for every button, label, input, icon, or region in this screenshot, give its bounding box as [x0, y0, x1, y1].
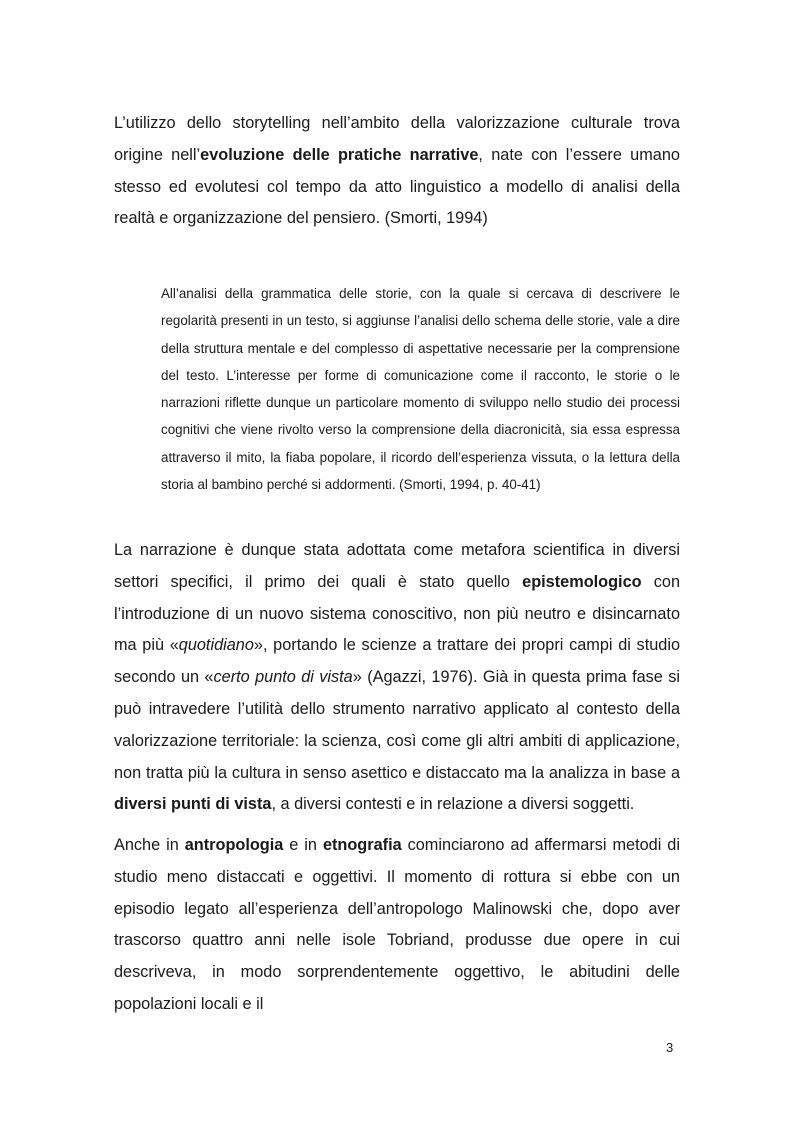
italic-term: quotidiano	[178, 636, 254, 655]
paragraph-text: La narrazione è dunque stata adottata come metafora scientifica in diversi settori specifici, il primo dei quali è stato quello	[114, 541, 680, 591]
paragraph-text: cominciarono ad affermarsi metodi di studio meno distaccati e oggettivi. Il momento di rottura si ebbe con un episodio legato all’esperienza dell’antropologo Malinowski che, dopo aver trascorso quattro anni nelle isole Tobriand, produsse due opere in cui descriveva, in modo sorprendentemente oggettivo, le abitudini delle popolazioni locali e il	[114, 836, 680, 1013]
bold-term: epistemologico	[522, 572, 642, 591]
body-paragraph-1	[114, 108, 680, 235]
paragraph-text: e in	[283, 836, 323, 854]
paragraph-text: », portando le scienze a trattare dei propri campi di studio secondo un «	[114, 636, 680, 687]
paragraph-text: » (Agazzi, 1976). Già in questa prima fase si può intravedere l’utilità dello strumento narrativo applicato al contesto della valorizzazione territoriale: la scienza, così come gli altri ambiti di applicazione, non tratta più la cultura in senso asettico e distaccato ma la analizza in base a	[114, 668, 680, 782]
paragraph-text: , a diversi contesti e in relazione a diversi soggetti.	[271, 795, 635, 814]
italic-term: certo punto di vista	[213, 668, 353, 687]
block-quote: All’analisi della grammatica delle storie, con la quale si cercava di descrivere le regolarità presenti in un testo, si aggiunse l’analisi dello schema delle storie, vale a dire della struttura mentale e del complesso di aspettative necessarie per la comprensione del testo. L’interesse per forme di comunicazione come il racconto, le storie o le narrazioni riflette dunque un particolare momento di sviluppo nello studio dei processi cognitivi che viene rivolto verso la comprensione della diacronicità, sia essa espressa attraverso il mito, la fiaba popolare, il ricordo dell’esperienza vissuta, o la lettura della storia al bambino perché si addormenti. (Smorti, 1994, p. 40-41)	[161, 286, 680, 493]
paragraph-text: L’utilizzo dello storytelling nell’ambito della valorizzazione culturale trova origine nell’	[114, 114, 680, 164]
body-paragraph-2	[114, 535, 680, 821]
page-number: 3	[666, 1040, 674, 1055]
body-paragraph-3	[114, 830, 680, 1021]
bold-term: diversi punti di vista	[114, 795, 272, 814]
bold-term: etnografia	[322, 836, 402, 854]
paragraph-text: , nate con l’essere umano stesso ed evolutesi col tempo da atto linguistico a modello di analisi della realtà e organizzazione del pensiero. (Smorti, 1994)	[114, 145, 680, 228]
paragraph-text: Anche in	[114, 836, 185, 854]
paragraph-text: con l’introduzione di un nuovo sistema conoscitivo, non più neutro e disincarnato ma più «	[114, 572, 680, 655]
bold-term: antropologia	[184, 836, 284, 854]
bold-term: evoluzione delle pratiche narrative	[200, 145, 479, 164]
